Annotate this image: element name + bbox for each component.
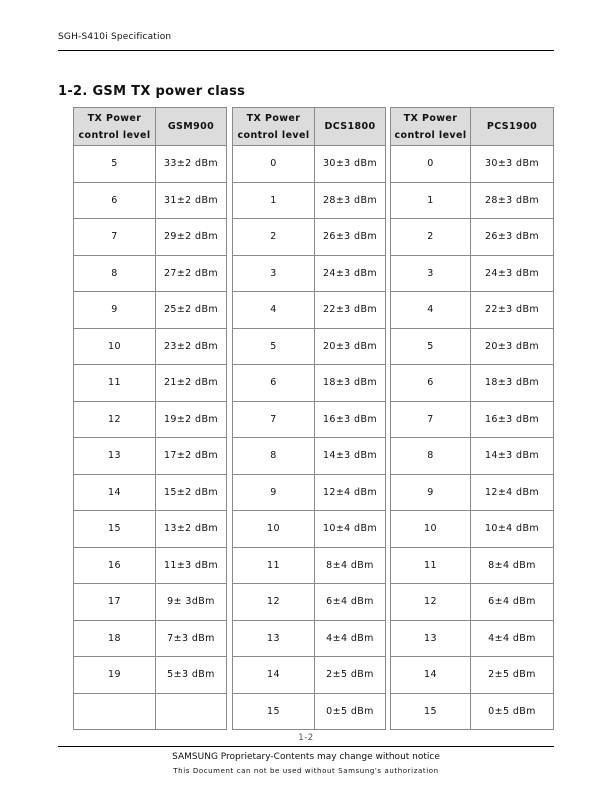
power-cell: 8±4 dBm: [471, 547, 554, 584]
power-cell: 0±5 dBm: [315, 693, 386, 730]
control-level-cell: 16: [74, 547, 156, 584]
document-header: SGH-S410i Specification: [58, 32, 172, 42]
column-header-control-level: TX Power control level: [391, 108, 471, 146]
control-level-cell: 3: [233, 255, 315, 292]
control-level-cell: 17: [74, 584, 156, 621]
table-row: [391, 219, 554, 256]
control-level-cell: 2: [233, 219, 315, 256]
table-row: [74, 584, 227, 621]
power-cell: 4±4 dBm: [471, 620, 554, 657]
power-cell: 17±2 dBm: [156, 438, 227, 475]
control-level-cell: 13: [391, 620, 471, 657]
power-cell: 9± 3dBm: [156, 584, 227, 621]
control-level-cell: 15: [74, 511, 156, 548]
control-level-cell: 5: [74, 146, 156, 183]
pcs1900-table: [390, 107, 554, 730]
table-row: [391, 657, 554, 694]
table-row: [391, 584, 554, 621]
control-level-cell: 8: [233, 438, 315, 475]
table-row: [391, 182, 554, 219]
column-header-band: DCS1800: [315, 108, 386, 146]
table-row: [391, 511, 554, 548]
power-cell: 12±4 dBm: [315, 474, 386, 511]
table-row: [74, 182, 227, 219]
power-cell: 18±3 dBm: [471, 365, 554, 402]
control-level-cell: 10: [233, 511, 315, 548]
table-row: [74, 401, 227, 438]
power-cell: 13±2 dBm: [156, 511, 227, 548]
power-cell: 14±3 dBm: [471, 438, 554, 475]
gsm900-table: [73, 107, 227, 730]
table-row: [74, 511, 227, 548]
power-cell: 5±3 dBm: [156, 657, 227, 694]
table-row: [233, 401, 386, 438]
power-cell: 26±3 dBm: [471, 219, 554, 256]
control-level-cell: 0: [391, 146, 471, 183]
power-cell: 14±3 dBm: [315, 438, 386, 475]
control-level-cell: 15: [233, 693, 315, 730]
table-row: [391, 365, 554, 402]
table-row: [391, 146, 554, 183]
control-level-cell: 12: [233, 584, 315, 621]
table-row: [391, 693, 554, 730]
power-cell: 18±3 dBm: [315, 365, 386, 402]
table-row: [233, 474, 386, 511]
table-row: [233, 511, 386, 548]
table-row: [391, 255, 554, 292]
power-cell: 6±4 dBm: [315, 584, 386, 621]
power-cell: 20±3 dBm: [315, 328, 386, 365]
control-level-cell: 11: [74, 365, 156, 402]
column-header-band: GSM900: [156, 108, 227, 146]
table-row: [233, 182, 386, 219]
power-cell: 10±4 dBm: [315, 511, 386, 548]
column-header-control-level: TX Power control level: [74, 108, 156, 146]
table-row: [74, 438, 227, 475]
power-cell: 20±3 dBm: [471, 328, 554, 365]
power-cell: 2±5 dBm: [315, 657, 386, 694]
table-row: [391, 401, 554, 438]
control-level-cell: 1: [391, 182, 471, 219]
control-level-cell: 8: [74, 255, 156, 292]
table-row: [74, 474, 227, 511]
power-cell: 24±3 dBm: [471, 255, 554, 292]
table-row: [233, 657, 386, 694]
control-level-cell: 19: [74, 657, 156, 694]
control-level-cell: 6: [74, 182, 156, 219]
table-row: [233, 547, 386, 584]
control-level-cell: 14: [74, 474, 156, 511]
power-cell: 0±5 dBm: [471, 693, 554, 730]
control-level-cell: 18: [74, 620, 156, 657]
table-row: [391, 474, 554, 511]
section-title: 1-2. GSM TX power class: [58, 84, 246, 99]
power-cell: 11±3 dBm: [156, 547, 227, 584]
control-level-cell: 12: [391, 584, 471, 621]
table-row: [233, 328, 386, 365]
power-cell: 30±3 dBm: [471, 146, 554, 183]
page-number: 1-2: [298, 733, 314, 743]
control-level-cell: 0: [233, 146, 315, 183]
table-row: [233, 146, 386, 183]
power-cell: 16±3 dBm: [471, 401, 554, 438]
column-header-control-level: TX Power control level: [233, 108, 315, 146]
control-level-cell: 6: [233, 365, 315, 402]
power-cell: 10±4 dBm: [471, 511, 554, 548]
control-level-cell: 9: [74, 292, 156, 329]
power-cell: 4±4 dBm: [315, 620, 386, 657]
power-cell: 16±3 dBm: [315, 401, 386, 438]
table-row: [74, 693, 227, 730]
table-row: [233, 620, 386, 657]
table-row: [233, 365, 386, 402]
power-cell: 8±4 dBm: [315, 547, 386, 584]
control-level-cell: 11: [233, 547, 315, 584]
column-header-band: PCS1900: [471, 108, 554, 146]
table-row: [74, 657, 227, 694]
table-row: [233, 584, 386, 621]
control-level-cell: 5: [233, 328, 315, 365]
table-row: [74, 328, 227, 365]
control-level-cell: 7: [74, 219, 156, 256]
power-cell: 30±3 dBm: [315, 146, 386, 183]
table-row: [74, 620, 227, 657]
table-row: [233, 292, 386, 329]
footer-authorization: This Document can not be used without Samsung's authorization: [173, 767, 439, 775]
power-cell: 19±2 dBm: [156, 401, 227, 438]
footer-divider: [58, 746, 554, 747]
power-cell: 24±3 dBm: [315, 255, 386, 292]
table-row: [391, 292, 554, 329]
control-level-cell: 13: [74, 438, 156, 475]
power-cell: 22±3 dBm: [471, 292, 554, 329]
power-cell: 31±2 dBm: [156, 182, 227, 219]
power-cell: 15±2 dBm: [156, 474, 227, 511]
control-level-cell: 6: [391, 365, 471, 402]
power-cell: 25±2 dBm: [156, 292, 227, 329]
control-level-cell: 4: [233, 292, 315, 329]
footer-notice: SAMSUNG Proprietary-Contents may change without notice: [172, 752, 440, 762]
control-level-cell: 1: [233, 182, 315, 219]
power-cell: 33±2 dBm: [156, 146, 227, 183]
control-level-cell: 14: [391, 657, 471, 694]
power-cell: 7±3 dBm: [156, 620, 227, 657]
control-level-cell: 11: [391, 547, 471, 584]
power-cell: 29±2 dBm: [156, 219, 227, 256]
control-level-cell: 7: [391, 401, 471, 438]
dcs1800-table: [232, 107, 386, 730]
table-row: [74, 292, 227, 329]
table-row: [233, 255, 386, 292]
control-level-cell: 9: [233, 474, 315, 511]
control-level-cell: 15: [391, 693, 471, 730]
table-row: [391, 620, 554, 657]
table-row: [74, 547, 227, 584]
control-level-cell: 3: [391, 255, 471, 292]
power-cell: 28±3 dBm: [315, 182, 386, 219]
control-level-cell: 10: [74, 328, 156, 365]
control-level-cell: 10: [391, 511, 471, 548]
table-row: [233, 693, 386, 730]
power-cell: 21±2 dBm: [156, 365, 227, 402]
power-cell: 28±3 dBm: [471, 182, 554, 219]
power-cell: 22±3 dBm: [315, 292, 386, 329]
table-row: [74, 146, 227, 183]
table-row: [74, 365, 227, 402]
power-cell: 2±5 dBm: [471, 657, 554, 694]
header-divider: [58, 50, 554, 51]
power-cell: [156, 693, 227, 730]
table-row: [74, 255, 227, 292]
control-level-cell: 13: [233, 620, 315, 657]
table-row: [74, 219, 227, 256]
control-level-cell: 9: [391, 474, 471, 511]
power-cell: 12±4 dBm: [471, 474, 554, 511]
table-row: [233, 219, 386, 256]
power-cell: 26±3 dBm: [315, 219, 386, 256]
control-level-cell: 8: [391, 438, 471, 475]
control-level-cell: 14: [233, 657, 315, 694]
control-level-cell: 5: [391, 328, 471, 365]
control-level-cell: 4: [391, 292, 471, 329]
power-cell: 23±2 dBm: [156, 328, 227, 365]
table-row: [391, 547, 554, 584]
control-level-cell: 7: [233, 401, 315, 438]
control-level-cell: [74, 693, 156, 730]
power-cell: 27±2 dBm: [156, 255, 227, 292]
power-cell: 6±4 dBm: [471, 584, 554, 621]
control-level-cell: 2: [391, 219, 471, 256]
table-row: [233, 438, 386, 475]
control-level-cell: 12: [74, 401, 156, 438]
table-row: [391, 328, 554, 365]
table-row: [391, 438, 554, 475]
